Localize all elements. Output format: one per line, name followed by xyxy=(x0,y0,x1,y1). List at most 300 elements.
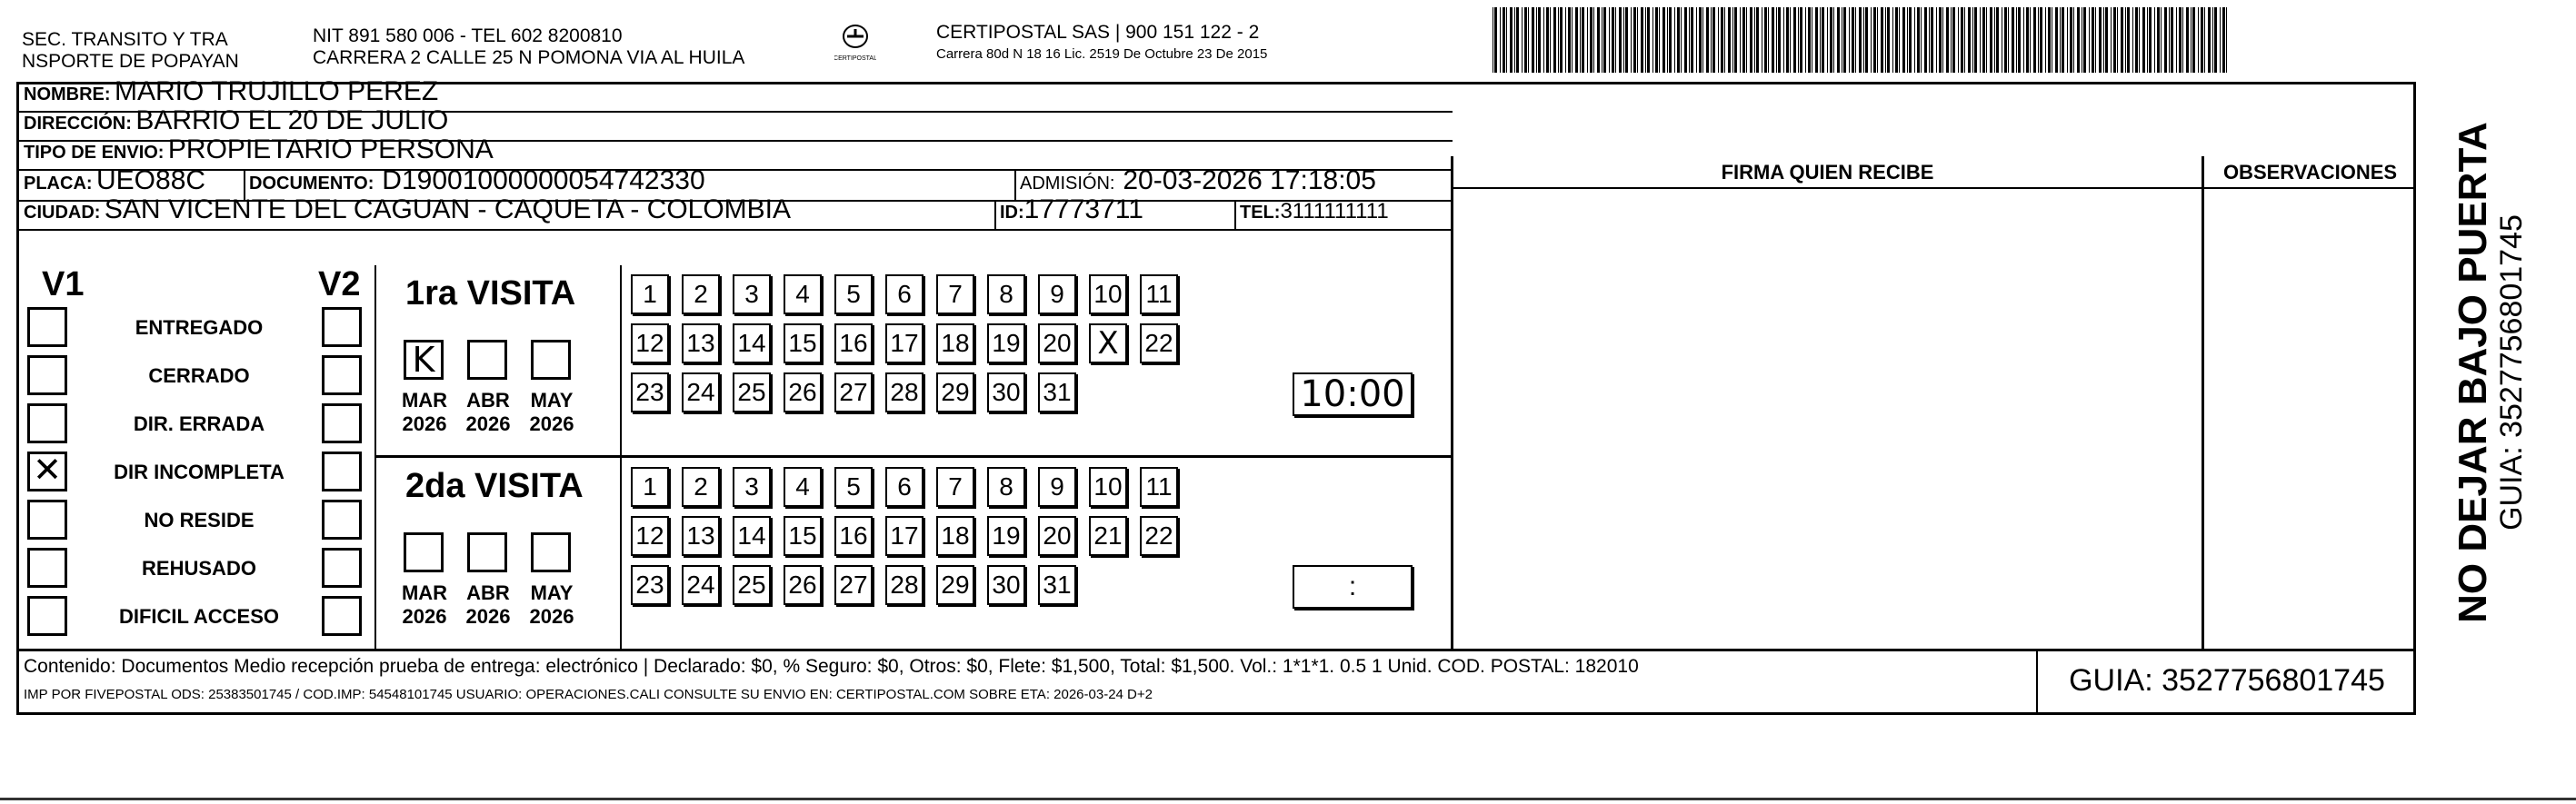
status-label: ENTREGADO xyxy=(135,316,264,339)
day-box[interactable]: 11 xyxy=(1140,274,1178,314)
barcode-bar xyxy=(1615,7,1616,73)
month-checkbox[interactable] xyxy=(531,532,571,572)
barcode-bar xyxy=(1990,7,1992,73)
status-label: CERRADO xyxy=(148,364,250,387)
barcode-bar xyxy=(2103,7,2104,73)
status-label: NO RESIDE xyxy=(144,509,255,531)
barcode-bar xyxy=(1522,7,1523,73)
barcode-bar xyxy=(2026,7,2029,73)
day-box[interactable]: 21 xyxy=(1089,516,1127,556)
barcode-bar xyxy=(1732,7,1733,73)
barcode-bar xyxy=(1603,7,1606,73)
visita-1-title: 1ra VISITA xyxy=(405,274,576,313)
barcode-bar xyxy=(1593,7,1594,73)
barcode-bar xyxy=(2154,7,2155,73)
time-box[interactable]: 10:00 xyxy=(1293,372,1413,416)
v1-checkbox[interactable]: ✕ xyxy=(27,452,67,491)
v2-checkbox[interactable] xyxy=(322,596,362,636)
barcode-bar xyxy=(1849,7,1850,73)
barcode-bar xyxy=(1641,7,1643,73)
direccion-label: DIRECCIÓN: xyxy=(24,114,132,134)
barcode-bar xyxy=(2127,7,2130,73)
barcode-bar xyxy=(1837,7,1840,73)
barcode-bar xyxy=(1907,7,1908,73)
barcode-bar xyxy=(1793,7,1796,73)
barcode-bar xyxy=(2113,7,2116,73)
barcode-bar xyxy=(1924,7,1927,73)
barcode-bar xyxy=(2038,7,2039,73)
barcode-bar xyxy=(1674,7,1675,73)
month-year: 2026 xyxy=(402,412,447,435)
day-box[interactable]: 27 xyxy=(834,565,873,605)
month-name: MAY xyxy=(530,581,574,604)
day-box[interactable]: 2 xyxy=(682,274,720,314)
barcode-bar xyxy=(2083,7,2086,73)
barcode-bar xyxy=(1972,7,1973,73)
barcode-bar xyxy=(2176,7,2177,73)
barcode-bar xyxy=(1885,7,1886,73)
visita-2-title: 2da VISITA xyxy=(405,467,584,505)
day-box[interactable]: 20 xyxy=(1038,323,1076,363)
barcode-bar xyxy=(1718,7,1719,73)
v1-checkbox[interactable] xyxy=(27,403,67,443)
day-box[interactable]: 26 xyxy=(784,565,822,605)
barcode-bar xyxy=(1986,7,1987,73)
barcode-bar xyxy=(1538,7,1541,73)
side-guia-text: GUIA: 3527756801745 xyxy=(2494,214,2529,531)
barcode-bar xyxy=(1778,7,1781,73)
day-box[interactable]: 23 xyxy=(631,565,669,605)
v2-checkbox[interactable] xyxy=(322,452,362,491)
barcode-bar xyxy=(1516,7,1519,73)
footer-contenido: Contenido: Documentos Medio recepción prueba de entrega: electrónico | Declarado: $0, % Seguro: $0, Otros: $0, Flete: $1,500, Total: $1,500. Vol.: 1*1*1. 0.5 1 Unid. COD. POSTAL: 182010 xyxy=(24,656,1639,677)
v2-checkbox[interactable] xyxy=(322,403,362,443)
barcode-bar xyxy=(1946,7,1949,73)
day-box[interactable]: 30 xyxy=(987,372,1025,412)
day-box[interactable]: 9 xyxy=(1038,467,1076,507)
barcode-bar xyxy=(1936,7,1937,73)
barcode-bar xyxy=(1808,7,1811,73)
barcode-bar xyxy=(2220,7,2221,73)
carrier-address: Carrera 80d N 18 16 Lic. 2519 De Octubre 23 De 2015 xyxy=(936,46,1268,62)
barcode-bar xyxy=(1684,7,1687,73)
barcode-bar xyxy=(1609,7,1610,73)
nombre-value: MARIO TRUJILLO PEREZ xyxy=(115,76,439,106)
barcode-bar xyxy=(1902,7,1905,73)
v2-checkbox[interactable] xyxy=(322,548,362,588)
barcode-bar xyxy=(1764,7,1767,73)
barcode-bar xyxy=(1939,7,1942,73)
barcode-bar xyxy=(1958,7,1959,73)
barcode-bar xyxy=(2161,7,2162,73)
id-value: 17773711 xyxy=(1023,194,1143,224)
barcode-bar xyxy=(1798,7,1799,73)
day-box[interactable]: 7 xyxy=(936,467,974,507)
barcode-bar xyxy=(1974,7,1977,73)
barcode-bar xyxy=(2149,7,2152,73)
barcode-bar xyxy=(1833,7,1834,73)
barcode-bar xyxy=(1681,7,1682,73)
barcode-bar xyxy=(2147,7,2148,73)
barcode-bar xyxy=(1914,7,1915,73)
barcode-bar xyxy=(2070,7,2072,73)
day-box[interactable]: 13 xyxy=(682,516,720,556)
barcode-bar xyxy=(1865,7,1868,73)
day-box[interactable]: 2 xyxy=(682,467,720,507)
barcode-bar xyxy=(1712,7,1715,73)
barcode-bar xyxy=(2111,7,2112,73)
day-box[interactable]: 16 xyxy=(834,516,873,556)
day-box[interactable]: 4 xyxy=(784,467,822,507)
barcode-bar xyxy=(1612,7,1614,73)
barcode-bar xyxy=(1506,7,1507,73)
barcode-bar xyxy=(1560,7,1563,73)
barcode-bar xyxy=(1982,7,1985,73)
barcode-bar xyxy=(2191,7,2192,73)
carrier-name: CERTIPOSTAL SAS | 900 151 122 - 2 xyxy=(936,22,1260,43)
v2-label: V2 xyxy=(318,265,361,303)
barcode-bar xyxy=(2095,7,2096,73)
barcode-bar xyxy=(1951,7,1952,73)
status-label: DIR INCOMPLETA xyxy=(114,461,285,483)
barcode-bar xyxy=(1863,7,1864,73)
barcode-bar xyxy=(1568,7,1571,73)
barcode-bar xyxy=(1647,7,1650,73)
barcode-bar xyxy=(1887,7,1890,73)
barcode-bar xyxy=(2125,7,2126,73)
no-dejar-text: NO DEJAR BAJO PUERTA xyxy=(2451,122,2495,623)
tipo-label: TIPO DE ENVIO: xyxy=(24,143,165,163)
signature-area[interactable] xyxy=(1453,189,2202,649)
day-box[interactable]: 22 xyxy=(1140,323,1178,363)
barcode-bar xyxy=(1783,7,1784,73)
barcode-bar xyxy=(1711,7,1712,73)
day-box[interactable]: 18 xyxy=(936,516,974,556)
day-box[interactable]: X xyxy=(1089,323,1127,363)
ciudad-value: SAN VICENTE DEL CAGUAN - CAQUETA - COLOMBIA xyxy=(104,194,792,224)
barcode-bar xyxy=(2192,7,2195,73)
barcode-bar xyxy=(2105,7,2108,73)
day-box[interactable]: 8 xyxy=(987,274,1025,314)
day-box[interactable]: 5 xyxy=(834,274,873,314)
day-box[interactable]: 3 xyxy=(733,467,771,507)
barcode-bar xyxy=(2099,7,2102,73)
barcode-bar xyxy=(1822,7,1824,73)
barcode-bar xyxy=(1575,7,1578,73)
v2-checkbox[interactable] xyxy=(322,355,362,395)
barcode-bar xyxy=(2016,7,2017,73)
month-checkbox[interactable] xyxy=(467,532,507,572)
documento-label: DOCUMENTO: xyxy=(249,174,374,194)
direccion-value: BARRIO EL 20 DE JULIO xyxy=(135,105,449,135)
barcode-bar xyxy=(2198,7,2199,73)
day-box[interactable]: 15 xyxy=(784,323,822,363)
barcode-bar xyxy=(1952,7,1955,73)
day-box[interactable]: 15 xyxy=(784,516,822,556)
v1-checkbox[interactable] xyxy=(27,500,67,540)
barcode xyxy=(1491,7,2232,73)
status-label: DIR. ERRADA xyxy=(133,412,265,435)
observations-area[interactable] xyxy=(2204,189,2416,649)
day-box[interactable]: 19 xyxy=(987,516,1025,556)
day-box[interactable]: 12 xyxy=(631,323,669,363)
tel-label: TEL: xyxy=(1240,203,1281,223)
month-checkbox[interactable] xyxy=(404,532,444,572)
day-box[interactable]: 20 xyxy=(1038,516,1076,556)
barcode-bar xyxy=(1553,7,1556,73)
month-checkbox[interactable]: K xyxy=(404,340,444,380)
footer-guia: GUIA: 3527756801745 xyxy=(2069,663,2385,698)
day-box[interactable]: 30 xyxy=(987,565,1025,605)
month-year: 2026 xyxy=(529,412,574,435)
day-box[interactable]: 24 xyxy=(682,565,720,605)
day-box[interactable]: 25 xyxy=(733,565,771,605)
barcode-bar xyxy=(1830,7,1832,73)
day-box[interactable]: 14 xyxy=(733,323,771,363)
month-name: MAY xyxy=(530,389,574,412)
barcode-bar xyxy=(1877,7,1878,73)
barcode-bar xyxy=(2060,7,2061,73)
documento-value: D19001000000054742330 xyxy=(382,165,705,195)
day-box[interactable]: 26 xyxy=(784,372,822,412)
barcode-bar xyxy=(1691,7,1693,73)
barcode-bar xyxy=(1590,7,1593,73)
barcode-bar xyxy=(1873,7,1876,73)
barcode-bar xyxy=(1637,7,1638,73)
barcode-bar xyxy=(1652,7,1653,73)
barcode-bar xyxy=(2062,7,2064,73)
side-notice xyxy=(2418,84,2572,647)
month-name: ABR xyxy=(466,389,510,412)
day-box[interactable]: 23 xyxy=(631,372,669,412)
barcode-bar xyxy=(1532,7,1534,73)
barcode-bar xyxy=(2132,7,2133,73)
barcode-bar xyxy=(1740,7,1741,73)
tipo-value: PROPIETARIO PERSONA xyxy=(167,134,494,164)
firma-header: FIRMA QUIEN RECIBE xyxy=(1721,161,1934,184)
barcode-bar xyxy=(1843,7,1846,73)
barcode-bar xyxy=(1669,7,1672,73)
barcode-bar xyxy=(1994,7,1995,73)
barcode-bar xyxy=(1776,7,1777,73)
month-year: 2026 xyxy=(465,605,511,628)
sender-name xyxy=(22,29,239,73)
v2-checkbox[interactable] xyxy=(322,307,362,347)
month-label xyxy=(520,389,584,436)
v1-checkbox[interactable] xyxy=(27,355,67,395)
barcode-bar xyxy=(2033,7,2036,73)
barcode-bar xyxy=(1931,7,1933,73)
v1-label: V1 xyxy=(42,265,85,303)
barcode-bar xyxy=(2186,7,2189,73)
barcode-bar xyxy=(2018,7,2021,73)
month-checkbox[interactable] xyxy=(531,340,571,380)
barcode-bar xyxy=(1921,7,1922,73)
day-box[interactable]: 10 xyxy=(1089,467,1127,507)
day-box[interactable]: 22 xyxy=(1140,516,1178,556)
barcode-bar xyxy=(1892,7,1893,73)
day-box[interactable]: 7 xyxy=(936,274,974,314)
admision-label: ADMISIÓN: xyxy=(1020,174,1115,194)
day-box[interactable]: 1 xyxy=(631,467,669,507)
day-box[interactable]: 24 xyxy=(682,372,720,412)
barcode-bar xyxy=(1786,7,1789,73)
day-box[interactable]: 19 xyxy=(987,323,1025,363)
day-box[interactable]: 12 xyxy=(631,516,669,556)
barcode-bar xyxy=(2201,7,2203,73)
v1-checkbox[interactable] xyxy=(27,596,67,636)
day-box[interactable]: 4 xyxy=(784,274,822,314)
day-box[interactable]: 31 xyxy=(1038,372,1076,412)
barcode-bar xyxy=(2117,7,2118,73)
barcode-bar xyxy=(2214,7,2217,73)
month-label xyxy=(456,581,520,629)
barcode-bar xyxy=(2226,7,2227,73)
barcode-bar xyxy=(1625,7,1628,73)
day-box[interactable]: 11 xyxy=(1140,467,1178,507)
barcode-bar xyxy=(1558,7,1559,73)
barcode-bar xyxy=(1734,7,1737,73)
barcode-bar xyxy=(1871,7,1872,73)
status-label: REHUSADO xyxy=(142,557,256,580)
nombre-label: NOMBRE: xyxy=(24,84,111,104)
barcode-bar xyxy=(1702,7,1703,73)
barcode-bar xyxy=(2182,7,2183,73)
barcode-bar xyxy=(1964,7,1965,73)
sender-contact xyxy=(313,25,744,69)
barcode-bar xyxy=(2089,7,2090,73)
day-box[interactable]: 9 xyxy=(1038,274,1076,314)
barcode-bar xyxy=(1689,7,1690,73)
month-label xyxy=(393,581,456,629)
v1-checkbox[interactable] xyxy=(27,307,67,347)
barcode-bar xyxy=(1721,7,1723,73)
barcode-bar xyxy=(1503,7,1505,73)
logo-icon xyxy=(834,20,876,62)
barcode-bar xyxy=(1899,7,1900,73)
barcode-bar xyxy=(1756,7,1759,73)
barcode-bar xyxy=(1827,7,1828,73)
time-box[interactable]: : xyxy=(1293,565,1413,609)
month-checkbox[interactable] xyxy=(467,340,507,380)
day-box[interactable]: 1 xyxy=(631,274,669,314)
barcode-bar xyxy=(1550,7,1551,73)
day-box[interactable]: 16 xyxy=(834,323,873,363)
barcode-bar xyxy=(1494,7,1497,73)
placa-value: UEO88C xyxy=(96,165,206,195)
day-box[interactable]: 28 xyxy=(885,565,924,605)
day-box[interactable]: 13 xyxy=(682,323,720,363)
barcode-bar xyxy=(2121,7,2123,73)
day-box[interactable]: 25 xyxy=(733,372,771,412)
barcode-bar xyxy=(1696,7,1697,73)
barcode-bar xyxy=(2077,7,2080,73)
day-box[interactable]: 14 xyxy=(733,516,771,556)
barcode-bar xyxy=(1917,7,1920,73)
sender-address: CARRERA 2 CALLE 25 N POMONA VIA AL HUILA xyxy=(313,47,745,68)
admision-value: 20-03-2026 17:18:05 xyxy=(1123,165,1376,195)
sender-line-1: SEC. TRANSITO Y TRA xyxy=(22,29,228,50)
day-box[interactable]: 17 xyxy=(885,516,924,556)
barcode-bar xyxy=(2092,7,2094,73)
barcode-bar xyxy=(1742,7,1745,73)
barcode-bar xyxy=(1859,7,1862,73)
barcode-bar xyxy=(1510,7,1513,73)
barcode-bar xyxy=(1768,7,1769,73)
barcode-bar xyxy=(1623,7,1624,73)
barcode-bar xyxy=(1633,7,1636,73)
barcode-bar xyxy=(1500,7,1501,73)
ciudad-label: CIUDAD: xyxy=(24,203,101,223)
v2-checkbox[interactable] xyxy=(322,500,362,540)
svg-text:CERTIPOSTAL: CERTIPOSTAL xyxy=(834,55,876,62)
barcode-bar xyxy=(1706,7,1709,73)
barcode-bar xyxy=(1909,7,1912,73)
day-box[interactable]: 28 xyxy=(885,372,924,412)
barcode-bar xyxy=(2204,7,2205,73)
footer-imp: IMP POR FIVEPOSTAL ODS: 25383501745 / COD.IMP: 54548101745 USUARIO: OPERACIONES.CALI CONSULTE SU ENVIO EN: CERTIPOSTAL.COM SOBRE ETA: 2026-03-24 D+2 xyxy=(24,687,1153,702)
barcode-bar xyxy=(2179,7,2182,73)
day-box[interactable]: 10 xyxy=(1089,274,1127,314)
barcode-bar xyxy=(1750,7,1752,73)
day-box[interactable]: 31 xyxy=(1038,565,1076,605)
day-box[interactable]: 6 xyxy=(885,467,924,507)
barcode-bar xyxy=(1602,7,1603,73)
placa-label: PLACA: xyxy=(24,174,93,194)
barcode-bar xyxy=(2139,7,2140,73)
barcode-bar xyxy=(2045,7,2046,73)
barcode-bar xyxy=(1855,7,1856,73)
ciudad-row xyxy=(18,194,1453,231)
day-box[interactable]: 17 xyxy=(885,323,924,363)
barcode-bar xyxy=(1659,7,1660,73)
barcode-bar xyxy=(1662,7,1665,73)
barcode-bar xyxy=(2135,7,2138,73)
month-label xyxy=(393,389,456,436)
barcode-bar xyxy=(1728,7,1731,73)
day-box[interactable]: 3 xyxy=(733,274,771,314)
barcode-bar xyxy=(2208,7,2211,73)
day-box[interactable]: 29 xyxy=(936,565,974,605)
barcode-bar xyxy=(2008,7,2009,73)
barcode-bar xyxy=(1645,7,1646,73)
barcode-bar xyxy=(1543,7,1544,73)
month-year: 2026 xyxy=(529,605,574,628)
day-box[interactable]: 5 xyxy=(834,467,873,507)
barcode-bar xyxy=(1820,7,1821,73)
barcode-bar xyxy=(1852,7,1854,73)
barcode-bar xyxy=(1631,7,1632,73)
barcode-bar xyxy=(1961,7,1963,73)
day-box[interactable]: 6 xyxy=(885,274,924,314)
day-box[interactable]: 29 xyxy=(936,372,974,412)
barcode-bar xyxy=(1800,7,1802,73)
barcode-bar xyxy=(1754,7,1755,73)
sender-line-2: NSPORTE DE POPAYAN xyxy=(22,51,239,72)
v1-checkbox[interactable] xyxy=(27,548,67,588)
barcode-bar xyxy=(2142,7,2145,73)
day-box[interactable]: 8 xyxy=(987,467,1025,507)
day-box[interactable]: 18 xyxy=(936,323,974,363)
barcode-bar xyxy=(2164,7,2167,73)
barcode-bar xyxy=(2157,7,2160,73)
recipient-block xyxy=(18,76,1453,229)
day-box[interactable]: 27 xyxy=(834,372,873,412)
sender-nit: NIT 891 580 006 - TEL 602 8200810 xyxy=(313,25,623,46)
barcode-bar xyxy=(1546,7,1549,73)
barcode-bar xyxy=(1572,7,1573,73)
barcode-bar xyxy=(1968,7,1971,73)
